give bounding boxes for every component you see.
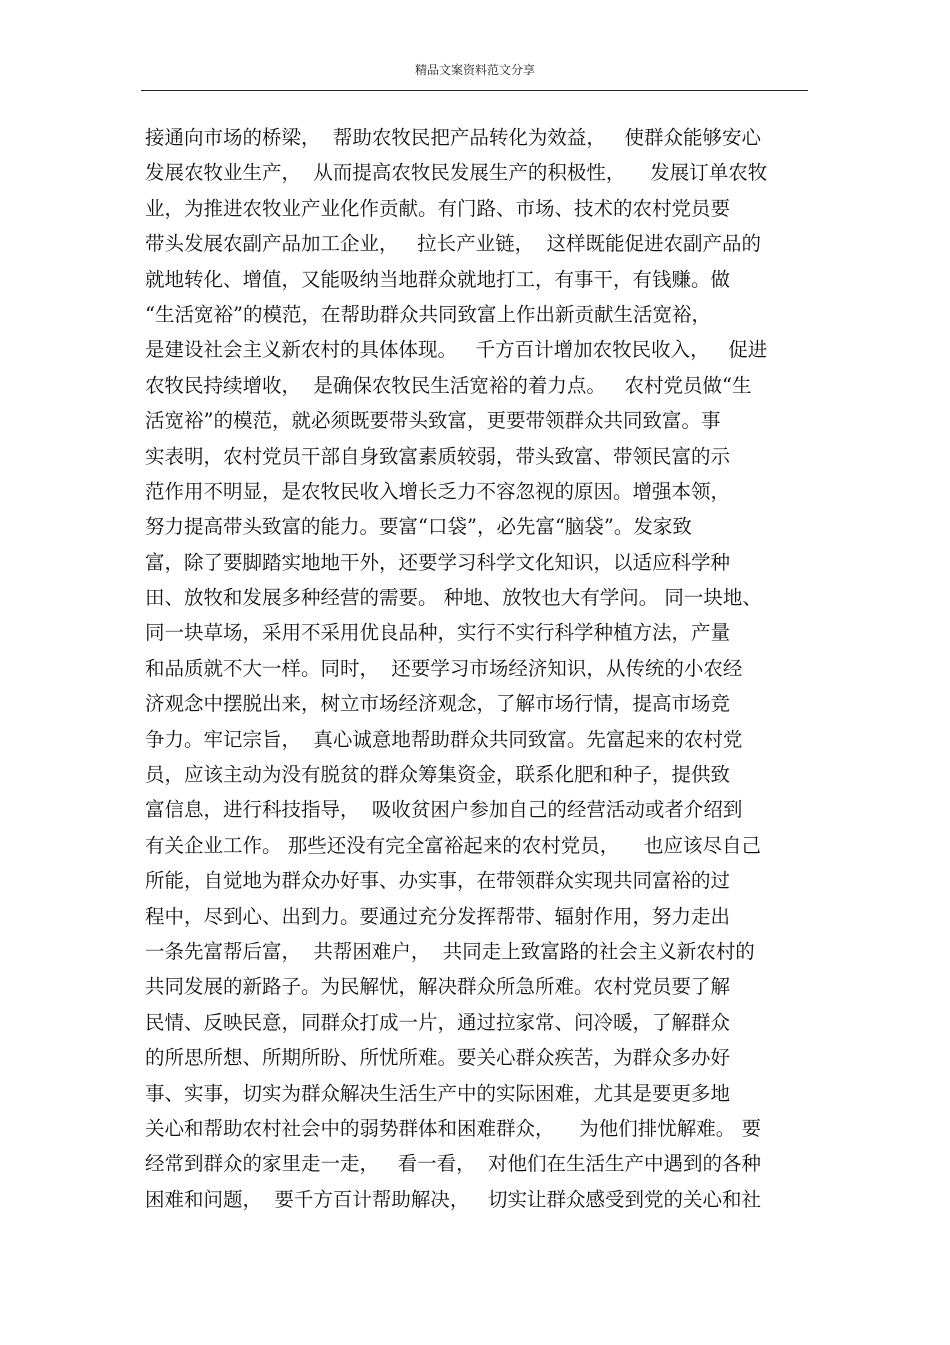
text-line: 和品质就不大一样。同时， 还要学习市场经济知识，从传统的小农经 (145, 656, 743, 680)
text-line: 发展农牧业生产， 从而提高农牧民发展生产的积极性， 发展订单农牧 (145, 161, 768, 185)
text-line: 活宽裕”的模范，就必须既要带头致富，更要带领群众共同致富。事 (145, 409, 721, 433)
text-line: 业，为推进农牧业产业化作贡献。有门路、市场、技术的农村党员要 (145, 196, 731, 220)
text-line: 就地转化、增值，又能吸纳当地群众就地打工，有事干，有钱赚。做 (145, 267, 731, 291)
text-line: 的所思所想、所期所盼、所忧所难。要关心群众疾苦，为群众多办好 (145, 1046, 731, 1070)
text-line: 民情、反映民意，同群众打成一片，通过拉家常、问冷暖，了解群众 (145, 1010, 731, 1034)
text-line: 所能，自觉地为群众办好事、办实事，在带领群众实现共同富裕的过 (145, 869, 731, 893)
text-line: 带头发展农副产品加工企业， 拉长产业链， 这样既能促进农副产品的 (145, 232, 761, 256)
text-line: “生活宽裕”的模范，在帮助群众共同致富上作出新贡献生活宽裕， (145, 302, 711, 326)
text-line: 员，应该主动为没有脱贫的群众筹集资金，联系化肥和种子，提供致 (145, 763, 731, 787)
text-line: 困难和问题， 要千方百计帮助解决， 切实让群众感受到党的关心和社 (145, 1187, 761, 1211)
text-line: 农牧民持续增收， 是确保农牧民生活宽裕的着力点。 农村党员做“生 (145, 373, 752, 397)
text-line: 努力提高带头致富的能力。要富“口袋”，必先富“脑袋”。发家致 (145, 515, 692, 539)
text-line: 富，除了要脚踏实地地干外，还要学习科学文化知识，以适应科学种 (145, 550, 731, 574)
page-header (0, 62, 950, 78)
text-line: 有关企业工作。 那些还没有完全富裕起来的农村党员， 也应该尽自己 (145, 833, 761, 857)
text-line: 共同发展的新路子。为民解忧，解决群众所急所难。农村党员要了解 (145, 975, 731, 999)
document-body (145, 120, 815, 1217)
text-line: 实表明，农村党员干部自身致富素质较弱，带头致富、带领民富的示 (145, 444, 731, 468)
text-line: 一条先富帮后富， 共帮困难户， 共同走上致富路的社会主义新农村的 (145, 939, 755, 963)
text-line: 接通向市场的桥梁， 帮助农牧民把产品转化为效益， 使群众能够安心 (145, 126, 761, 149)
text-line: 经常到群众的家里走一走， 看一看， 对他们在生活生产中遇到的各种 (145, 1152, 761, 1176)
text-line: 事、实事，切实为群众解决生活生产中的实际困难，尤其是要更多地 (145, 1081, 731, 1105)
text-line: 是建设社会主义新农村的具体体现。 千方百计增加农牧民收入， 促进 (145, 338, 768, 362)
text-line: 范作用不明显，是农牧民收入增长乏力不容忽视的原因。增强本领， (145, 479, 731, 503)
text-line: 程中，尽到心、出到力。要通过充分发挥帮带、辐射作用，努力走出 (145, 904, 731, 928)
text-line: 关心和帮助农村社会中的弱势群体和困难群众， 为他们排忧解难。 要 (145, 1116, 761, 1140)
header-title: 精品文案资料范文分享 (414, 63, 535, 77)
text-line: 富信息，进行科技指导， 吸收贫困户参加自己的经营活动或者介绍到 (145, 798, 743, 822)
text-line: 争力。牢记宗旨， 真心诚意地帮助群众共同致富。先富起来的农村党 (145, 727, 743, 751)
header-divider (141, 90, 808, 91)
text-line: 济观念中摆脱出来，树立市场经济观念，了解市场行情，提高市场竞 (145, 692, 731, 716)
text-line: 田、放牧和发展多种经营的需要。 种地、放牧也大有学问。 同一块地、 (145, 586, 762, 610)
text-line: 同一块草场，采用不采用优良品种，实行不实行科学种植方法，产量 (145, 621, 731, 645)
